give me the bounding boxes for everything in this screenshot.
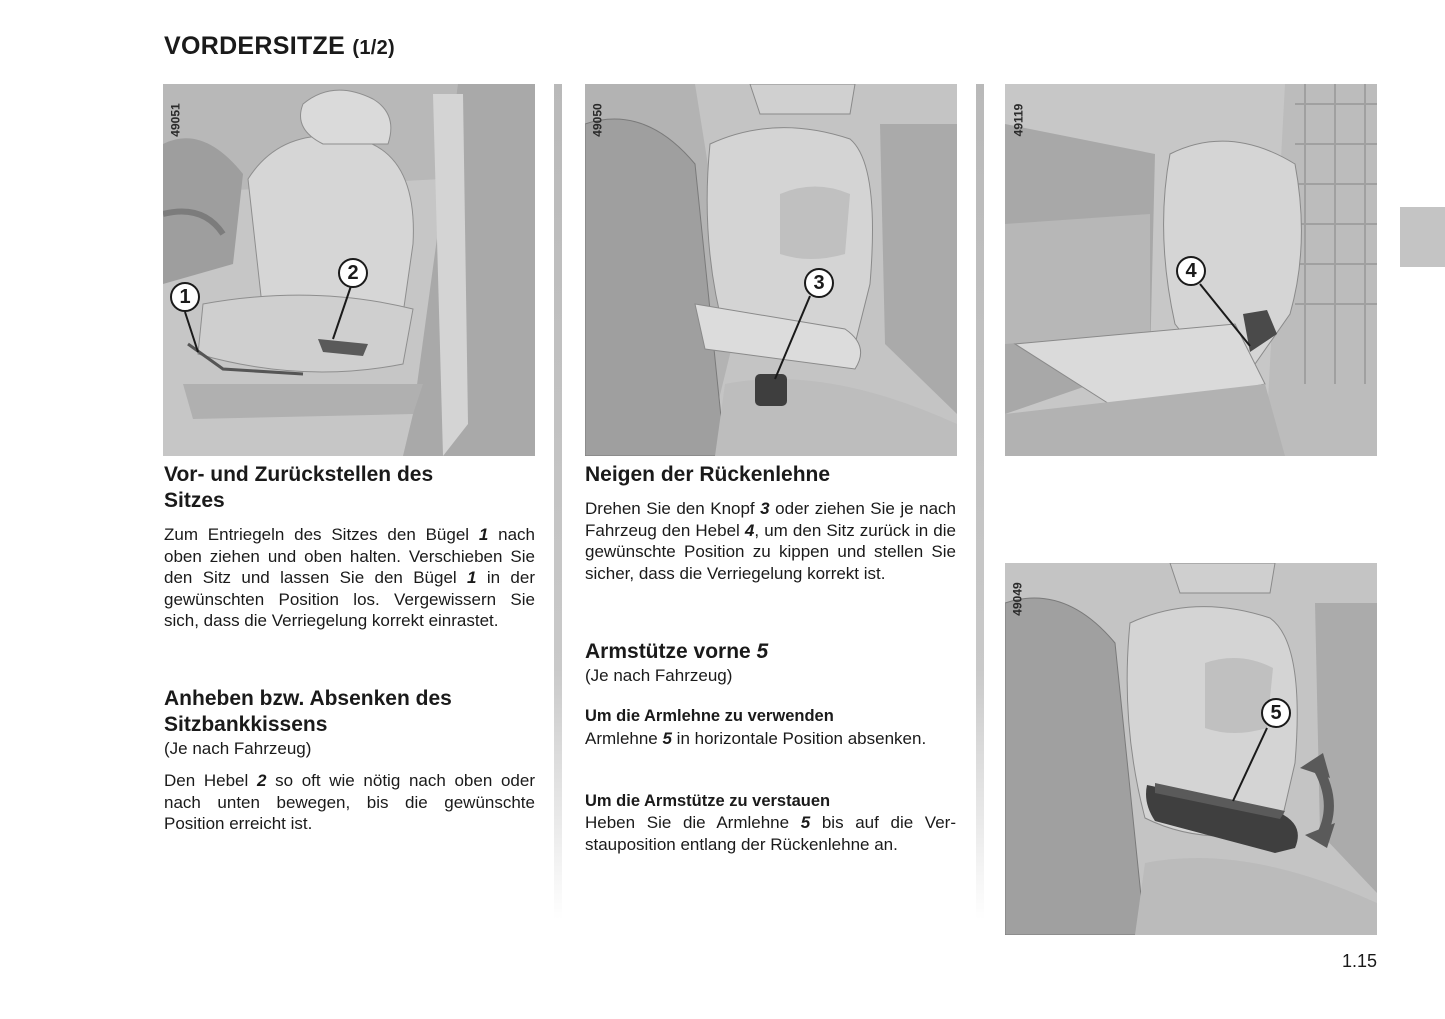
callout-5: 5 [1261,698,1291,728]
heading-armrest: Armstütze vorne 5 [585,640,769,663]
heading-backrest: Neigen der Rückenlehne [585,463,831,486]
paragraph-armrest-stow: Heben Sie die Armlehne 5 bis auf die Verstauposition entlang der Rückenlehne an. [585,813,956,854]
ref-5: 5 [662,729,672,748]
column-divider-right [976,84,984,920]
paragraph-seat-move: Zum Entriegeln des Sitzes den Bügel 1 nach oben ziehen und oben halten. Verschieben Sie den Sitz und lassen Sie den Bügel 1 in der gewünschten Position los. Vergewissern Sie sich, dass die Verriegelung korrekt einrastet. [164,525,536,630]
page-title-sub: (1/2) [352,37,395,59]
heading-cushion-line1: Anheben bzw. Absenken des [164,687,452,710]
page-title [164,32,395,61]
paragraph-backrest: Drehen Sie den Knopf 3 oder ziehen Sie je nach Fahrzeug den Hebel 4, um den Sitz zurück in die gewünschte Position zu kippen und stellen Sie sicher, dass die Verriegelung korrekt ist. [585,499,956,583]
callout-3: 3 [804,268,834,298]
column-divider-left [554,84,562,920]
ref-5b: 5 [800,813,811,832]
heading-armrest-use: Um die Armlehne zu verwenden [585,707,834,725]
figure-backrest-knob [585,84,957,456]
page-title-main: VORDERSITZE [164,32,346,60]
armrest-illustration [1005,563,1377,935]
page-number: 1.15 [1342,951,1378,971]
heading-cushion [164,686,452,738]
ref-3: 3 [760,499,770,518]
heading-seat-move [164,462,433,514]
figure-id-49119: 49119 [1011,103,1025,137]
figure-id-49051: 49051 [169,103,183,137]
note-armrest: (Je nach Fahrzeug) [585,666,733,685]
ref-1: 1 [478,525,489,544]
callout-2: 2 [338,258,368,288]
paragraph-cushion: Den Hebel 2 so oft wie nötig nach oben oder nach unten bewegen, bis die gewünschte Position erreicht ist. [164,771,535,833]
heading-seat-move-line1: Vor- und Zurückstellen des [164,463,434,486]
callout-1: 1 [170,282,200,312]
heading-cushion-line2: Sitzbankkissens [164,713,328,736]
heading-seat-move-line2: Sitzes [164,489,225,512]
figure-seat-adjust [163,84,535,456]
figure-backrest-lever [1005,84,1377,456]
paragraph-armrest-use: Armlehne 5 in horizontale Position absenken. [585,729,927,748]
heading-armrest-num: 5 [756,640,769,663]
ref-2: 2 [256,771,267,790]
figure-armrest [1005,563,1377,935]
figure-id-49050: 49050 [591,103,605,137]
chapter-tab [1400,207,1445,267]
note-cushion: (Je nach Fahrzeug) [164,739,312,758]
figure-id-49049: 49049 [1011,582,1025,616]
heading-armrest-stow: Um die Armstütze zu verstauen [585,792,831,810]
ref-4: 4 [744,520,755,540]
backrest-knob-illustration [585,84,957,456]
callout-4: 4 [1176,256,1206,286]
ref-1b: 1 [467,568,477,587]
